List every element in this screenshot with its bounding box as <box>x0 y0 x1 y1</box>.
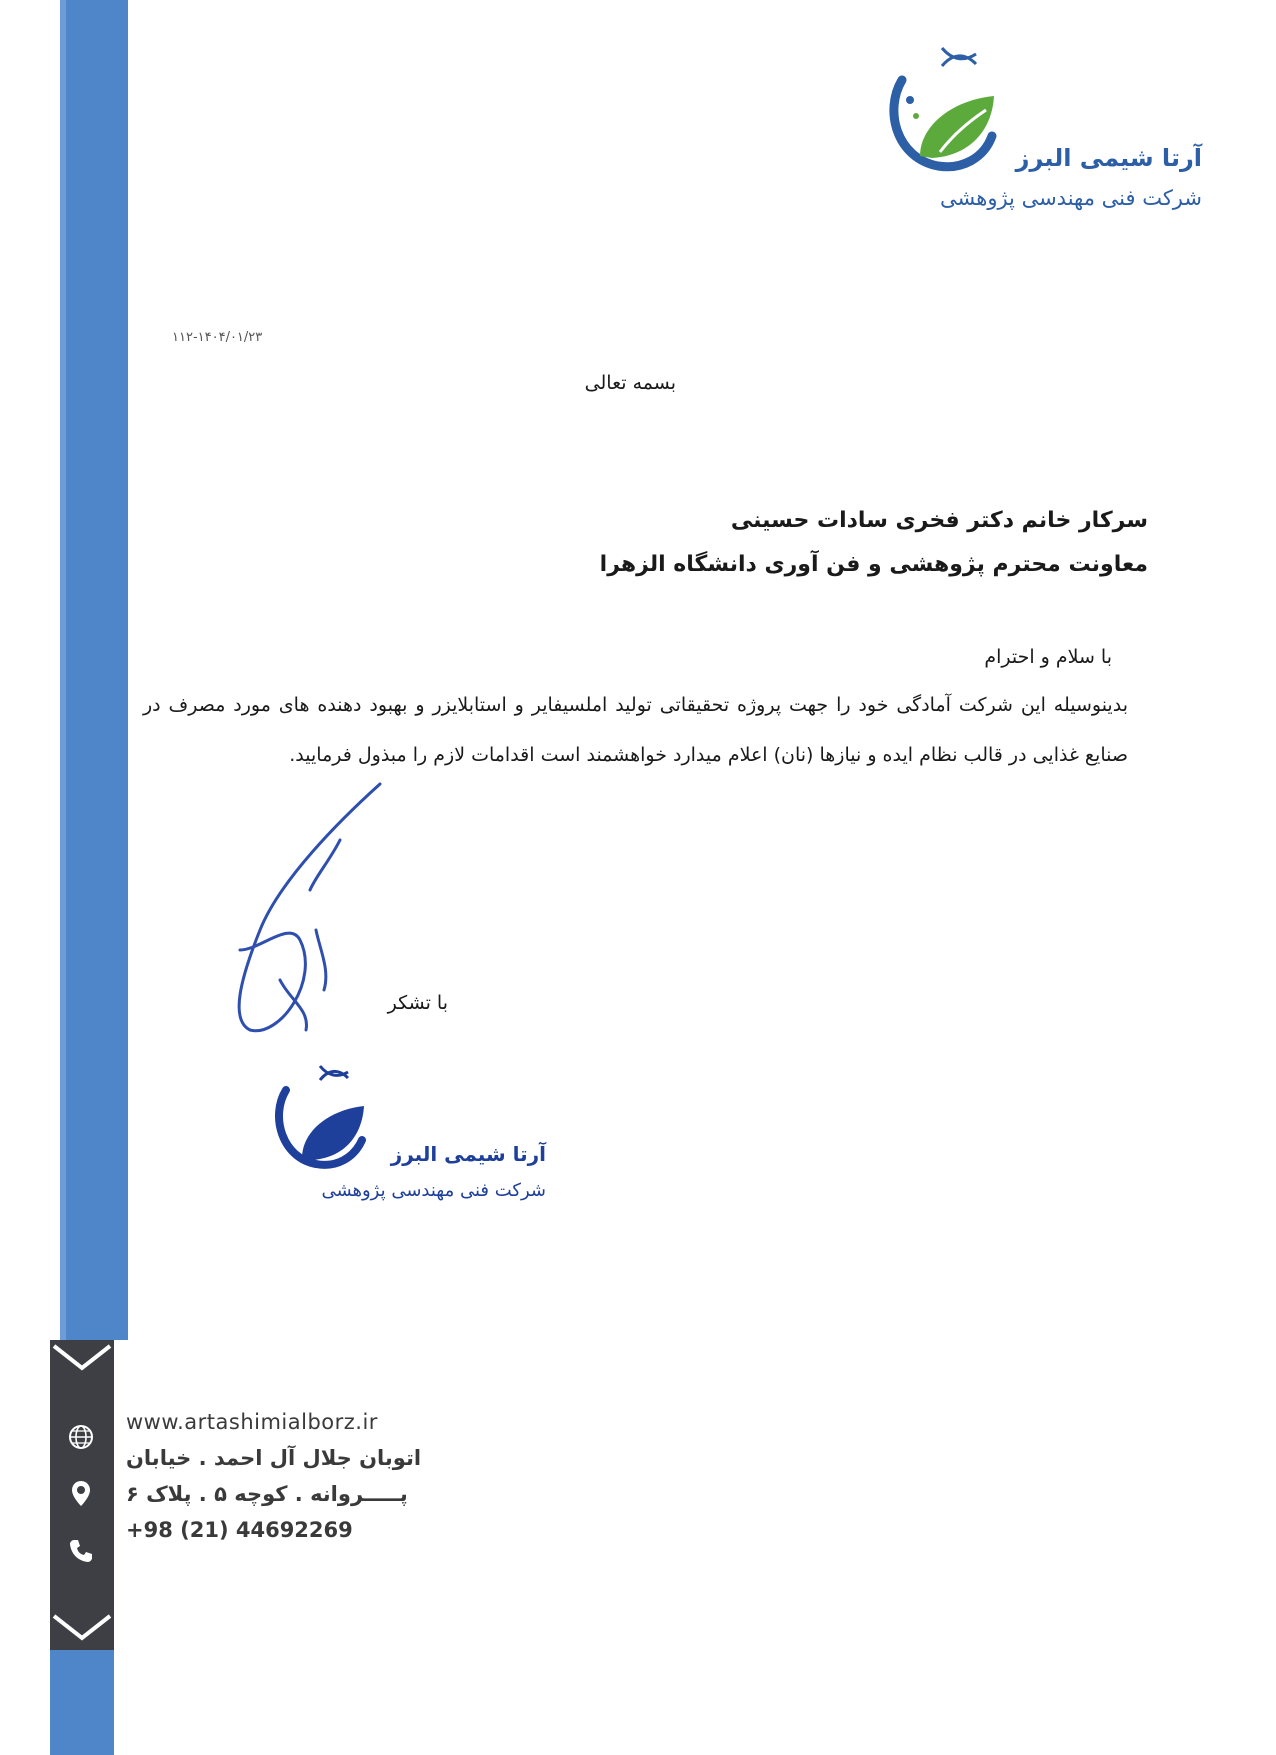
stamp-company-name: آرتا شیمی البرز <box>390 1142 546 1166</box>
location-pin-icon <box>66 1478 96 1508</box>
logo-company-name: آرتا شیمی البرز <box>1015 144 1202 172</box>
company-stamp <box>268 1060 558 1220</box>
address-line-1: اتوبان جلال آل احمد . خیابان <box>126 1446 422 1470</box>
address-line-2: پـــــروانه . کوچه ۵ . پلاک ۶ <box>126 1482 408 1506</box>
chevron-down-icon <box>50 1610 114 1650</box>
logo-company-subtitle: شرکت فنی مهندسی پژوهشی <box>940 186 1202 210</box>
stamp-company-subtitle: شرکت فنی مهندسی پژوهشی <box>321 1180 546 1201</box>
closing: با تشکر <box>387 992 448 1014</box>
side-band <box>66 0 128 1340</box>
phone-icon <box>66 1536 96 1566</box>
recipient-name: سرکار خانم دکتر فخری سادات حسینی <box>730 508 1148 533</box>
chevron-down-icon <box>50 1340 114 1380</box>
side-band-bottom <box>50 1650 114 1755</box>
logo-emblem-icon <box>880 40 1010 180</box>
letter-number: ۱۱۲-۱۴۰۴/۰۱/۲۳ <box>172 330 263 345</box>
website-link[interactable]: www.artashimialborz.ir <box>126 1410 378 1434</box>
globe-icon <box>66 1422 96 1452</box>
greeting: با سلام و احترام <box>984 646 1112 668</box>
company-logo <box>880 40 1210 230</box>
invocation: بسمه تعالی <box>584 372 676 394</box>
stamp-emblem-icon <box>268 1060 378 1180</box>
phone-number: +98 (21) 44692269 <box>126 1518 353 1542</box>
recipient-title: معاونت محترم پژوهشی و فن آوری دانشگاه الزهرا <box>599 552 1148 577</box>
letter-body: بدینوسیله این شرکت آمادگی خود را جهت پروژه تحقیقاتی تولید املسیفایر و استابلایزر و بهبود دهنده های مورد مصرف در صنایع غذایی در قالب نظام ایده و نیازها (نان) اعلام میدارد خواهشمند است اقدامات لازم را مبذول فرمایید. <box>143 694 1128 766</box>
